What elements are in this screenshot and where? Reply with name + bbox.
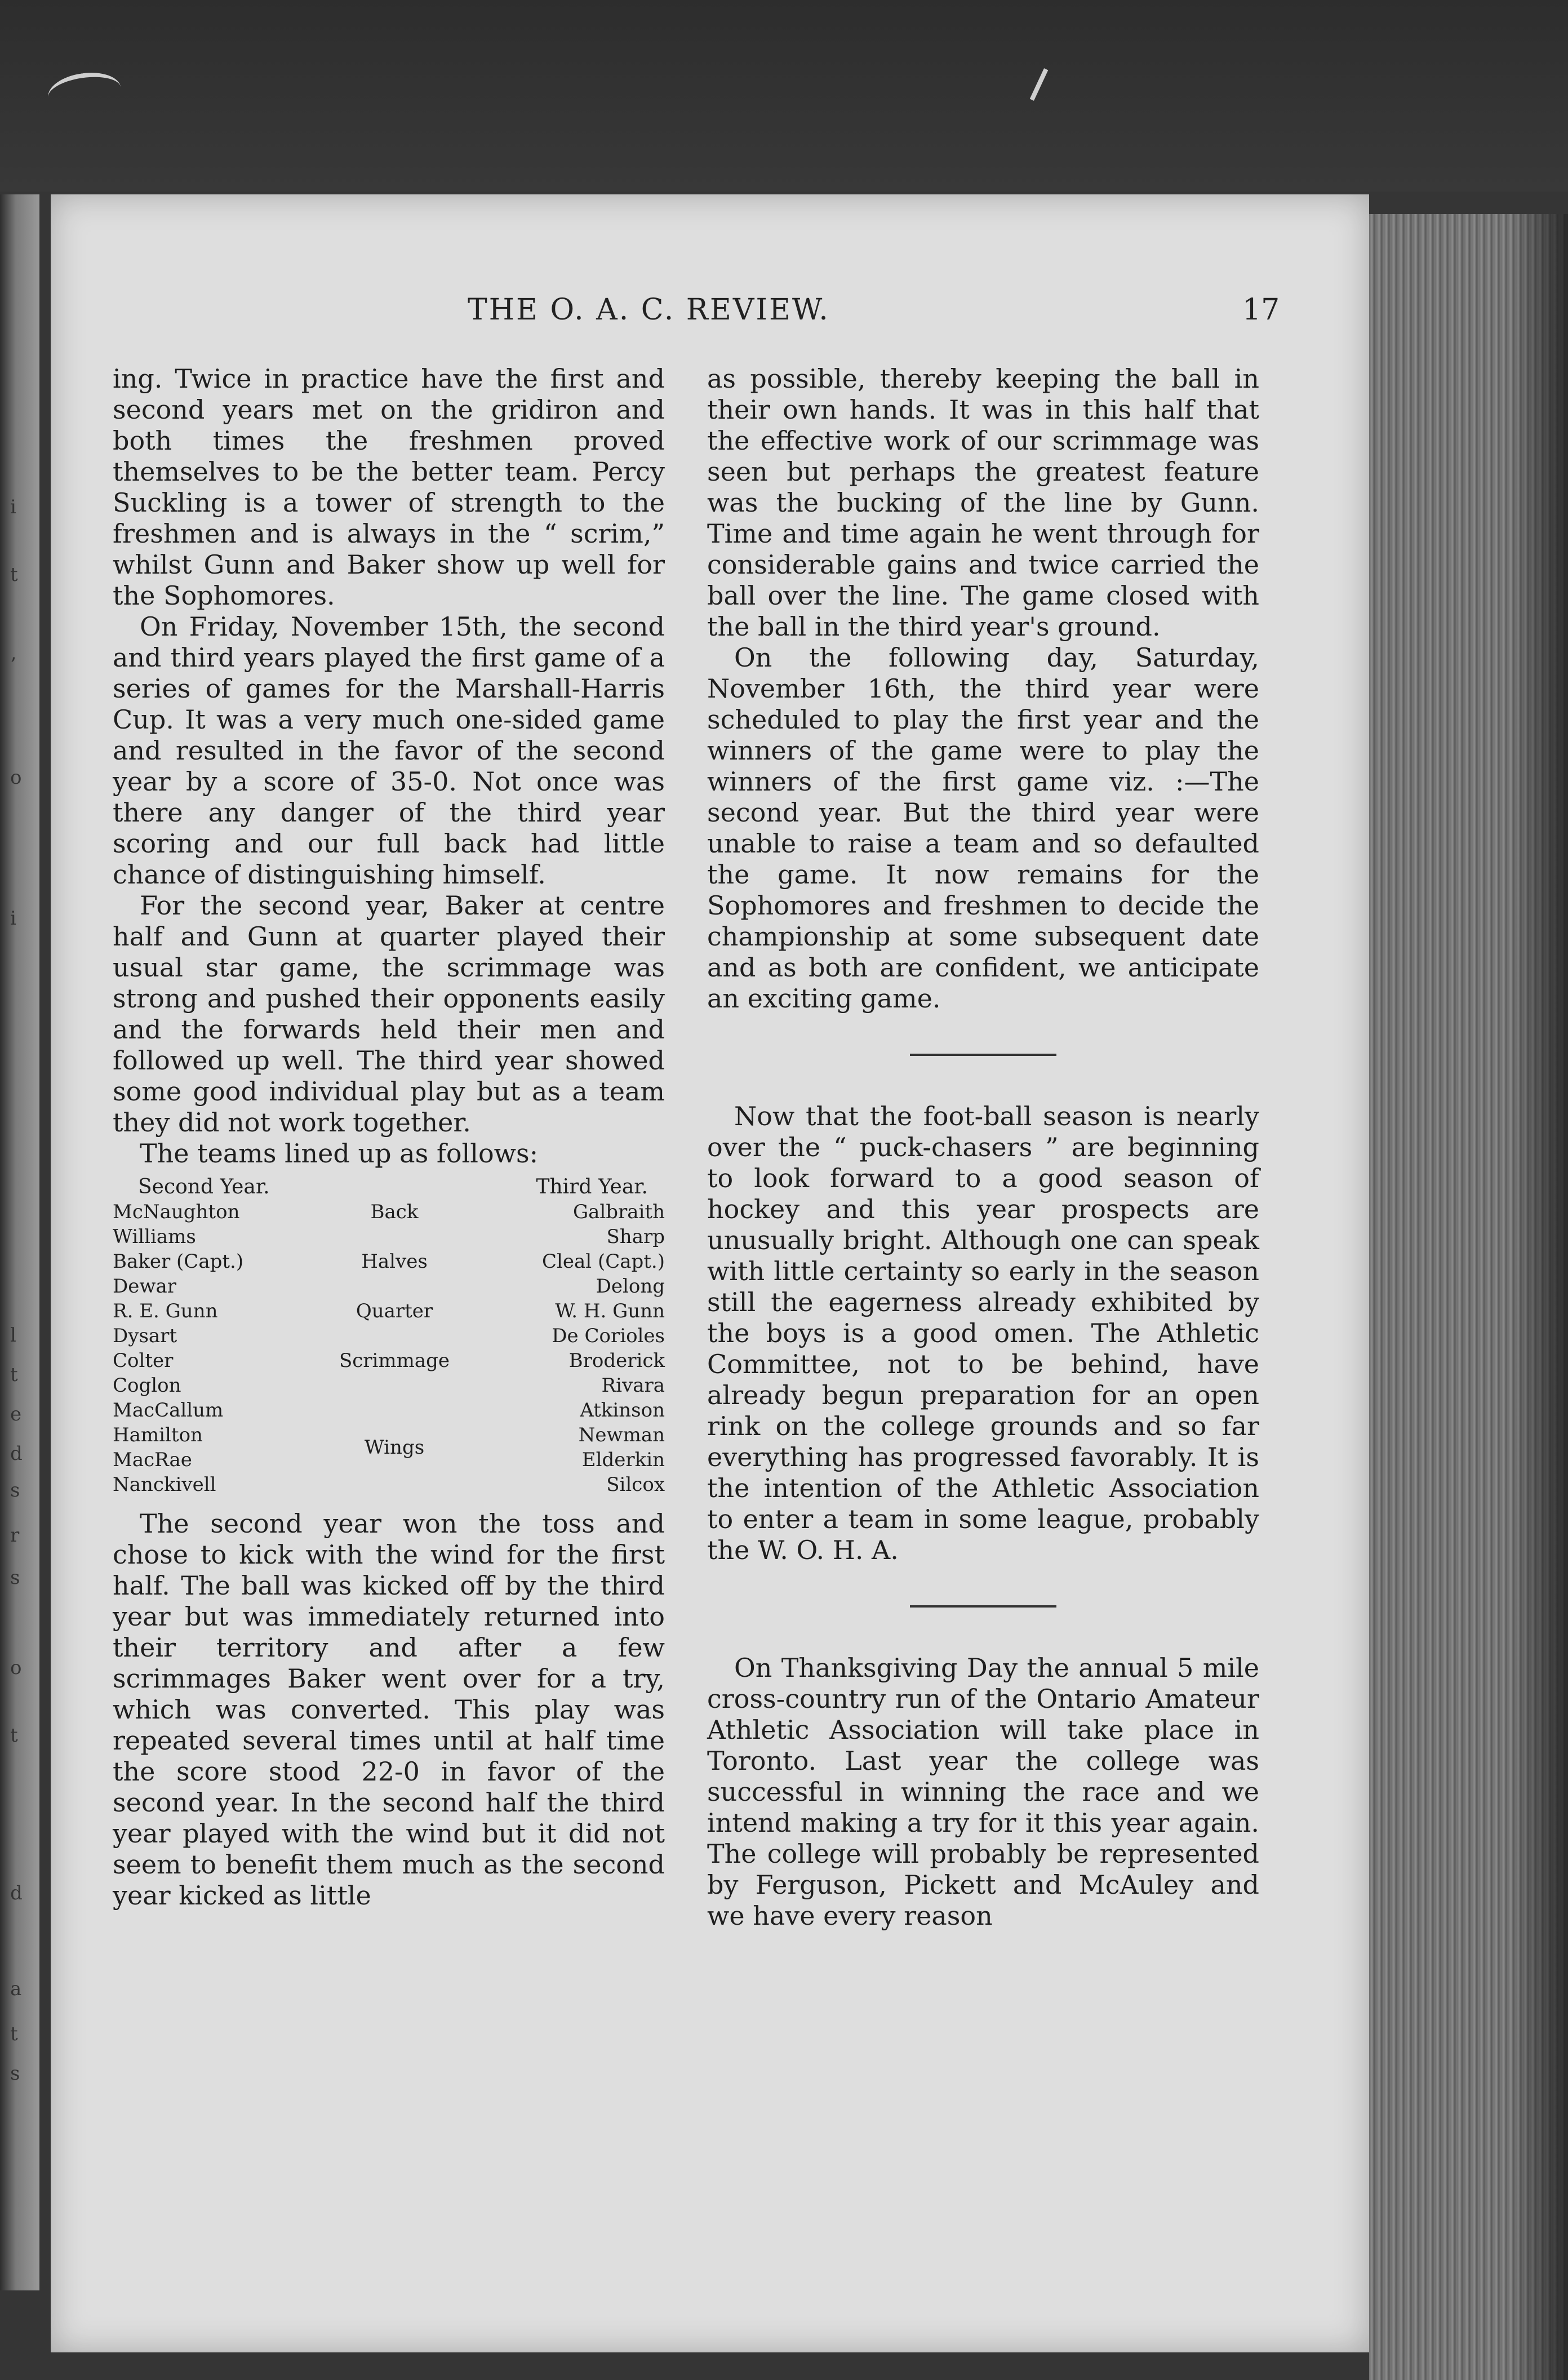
paragraph: ing. Twice in practice have the first and second years met on the gridiron and both times the freshmen proved themselves to be the better team. Percy Suckling is a tower of strength to the freshmen and is always in the “ scrim,” whilst Gunn and Baker show up well for the Sophomores.	[113, 363, 665, 611]
lineup-row-wings	[113, 1398, 665, 1497]
facing-page-letter: i	[10, 907, 16, 930]
scan-background	[0, 0, 1568, 192]
facing-page-letter: ’	[10, 654, 16, 676]
running-head: THE O. A. C. REVIEW.	[468, 293, 830, 327]
lineup-player: Dysart	[113, 1325, 177, 1347]
paragraph: On the following day, Saturday, November 16th, the third year were scheduled to play the first year and the winners of the game were to play the winners of the first game viz. :—The second year. But the third year were unable to raise a team and so defaulted the game. It now remains for the Sophomores and freshmen to decide the championship at some subsequent date and as both are confident, we anticipate an exciting game.	[707, 642, 1259, 1014]
lineup-table	[113, 1175, 665, 1497]
facing-page-letter: o	[10, 1657, 22, 1679]
lineup-player: De Corioles	[552, 1325, 665, 1347]
lineup-player: MacCallum	[113, 1399, 224, 1422]
right-column	[707, 363, 1259, 1931]
lineup-position: Scrimmage	[339, 1349, 450, 1372]
lineup-player: Newman	[578, 1424, 665, 1446]
lineup-player: Coglon	[113, 1374, 181, 1397]
lineup-player: Elderkin	[581, 1449, 665, 1471]
lineup-player: Dewar	[113, 1275, 177, 1298]
book-edge-shadow	[1510, 214, 1568, 2380]
lineup-position: Halves	[361, 1250, 428, 1273]
paragraph: The second year won the toss and chose to kick with the wind for the first half. The ball was kicked off by the third year but was immediately returned into their territory and after a few scrimmages Baker went over for a try, which was converted. This play was repeated several times until at half time the score stood 22-0 in favor of the second year. In the second half the third year played with the wind but it did not seem to benefit them much as the second year kicked as little	[113, 1508, 665, 1911]
lineup-player: Silcox	[606, 1473, 665, 1496]
paragraph: as possible, thereby keeping the ball in their own hands. It was in this half that the effective work of our scrimmage was seen but perhaps the greatest feature was the bucking of the line by Gunn. Time and time again he went through for considerable gains and twice carried the ball over the line. The game closed with the ball in the third year's ground.	[707, 363, 1259, 642]
lineup-player: Cleal (Capt.)	[541, 1250, 665, 1273]
lineup-head-second-year: Second Year.	[138, 1175, 270, 1198]
lineup-player: Nanckivell	[113, 1473, 216, 1496]
left-column	[113, 363, 665, 1911]
paragraph: On Thanksgiving Day the annual 5 mile cross-country run of the Ontario Amateur Athletic Association will take place in Toronto. Last year the college was successful in winning the race and we intend making a try for it this year again. The college will probably be represented by Ferguson, Pickett and McAuley and we have every reason	[707, 1653, 1259, 1931]
lineup-player: Atkinson	[580, 1399, 665, 1422]
paragraph: On Friday, November 15th, the second and third years played the first game of a series of games for the Marshall-Harris Cup. It was a very much one-sided game and resulted in the favor of the second year by a score of 35-0. Not once was there any danger of the third year scoring and our full back had little chance of distinguishing himself.	[113, 611, 665, 890]
lineup-player: MacRae	[113, 1449, 192, 1471]
lineup-head-third-year: Third Year.	[536, 1175, 648, 1198]
lineup-row-back	[113, 1200, 665, 1224]
lineup-player: Delong	[596, 1275, 665, 1298]
lineup-header	[113, 1175, 665, 1200]
page-header	[51, 293, 1369, 332]
lineup-row-quarter	[113, 1299, 665, 1324]
section-divider	[910, 1054, 1056, 1056]
lineup-player: Rivara	[601, 1374, 665, 1397]
facing-page-letter: s	[10, 2062, 20, 2085]
facing-page-letter: d	[10, 1442, 23, 1465]
lineup-row-scrimmage	[113, 1324, 665, 1398]
facing-page-letter: i	[10, 496, 16, 518]
facing-page-letter: t	[10, 1724, 18, 1747]
lineup-player: McNaughton	[113, 1201, 240, 1223]
facing-page-letter: e	[10, 1403, 22, 1426]
lineup-player: Colter	[113, 1349, 174, 1372]
lineup-player: Broderick	[568, 1349, 665, 1372]
facing-page-letter: o	[10, 766, 22, 789]
facing-page-letter: s	[10, 1479, 20, 1502]
facing-page-letter: t	[10, 1364, 18, 1386]
facing-page-letter: t	[10, 2023, 18, 2045]
lineup-player: W. H. Gunn	[555, 1300, 665, 1322]
page-number: 17	[1242, 293, 1280, 327]
lineup-player: Sharp	[606, 1225, 665, 1248]
facing-page-letter: a	[10, 1978, 22, 2000]
paragraph: Now that the foot-ball season is nearly over the “ puck-chasers ” are beginning to look forward to a good season of hockey and this year prospects are unusually bright. Although one can speak with little certainty so early in the season still the eagerness already exhibited by the boys is a good omen. The Athletic Committee, not to be behind, have already begun preparation for an open rink on the college grounds and so far everything has progressed favorably. It is the intention of the Athletic Association to enter a team in some league, probably the W. O. H. A.	[707, 1101, 1259, 1565]
facing-page-letter: l	[10, 1324, 16, 1347]
paragraph: For the second year, Baker at centre half and Gunn at quarter played their usual star game, the scrimmage was strong and pushed their opponents easily and the forwards held their men and followed up well. The third year showed some good individual play but as a team they did not work together.	[113, 890, 665, 1138]
facing-page-letter: s	[10, 1566, 20, 1589]
facing-page-letter: t	[10, 563, 18, 586]
facing-page-letter: d	[10, 1882, 23, 1904]
paragraph: The teams lined up as follows:	[140, 1138, 539, 1169]
lineup-position: Back	[370, 1201, 419, 1223]
lineup-player: Hamilton	[113, 1424, 203, 1446]
magazine-page	[51, 194, 1369, 2352]
lineup-row-halves	[113, 1224, 665, 1299]
facing-page-letters	[5, 203, 33, 2231]
section-divider	[910, 1605, 1056, 1608]
lineup-player: Williams	[113, 1225, 196, 1248]
lineup-position: Wings	[364, 1436, 425, 1459]
lineup-player: R. E. Gunn	[113, 1300, 218, 1322]
lineup-player: Baker (Capt.)	[113, 1250, 244, 1273]
facing-page-letter: r	[10, 1524, 20, 1547]
lineup-player: Galbraith	[572, 1201, 665, 1223]
lineup-position: Quarter	[356, 1300, 433, 1322]
